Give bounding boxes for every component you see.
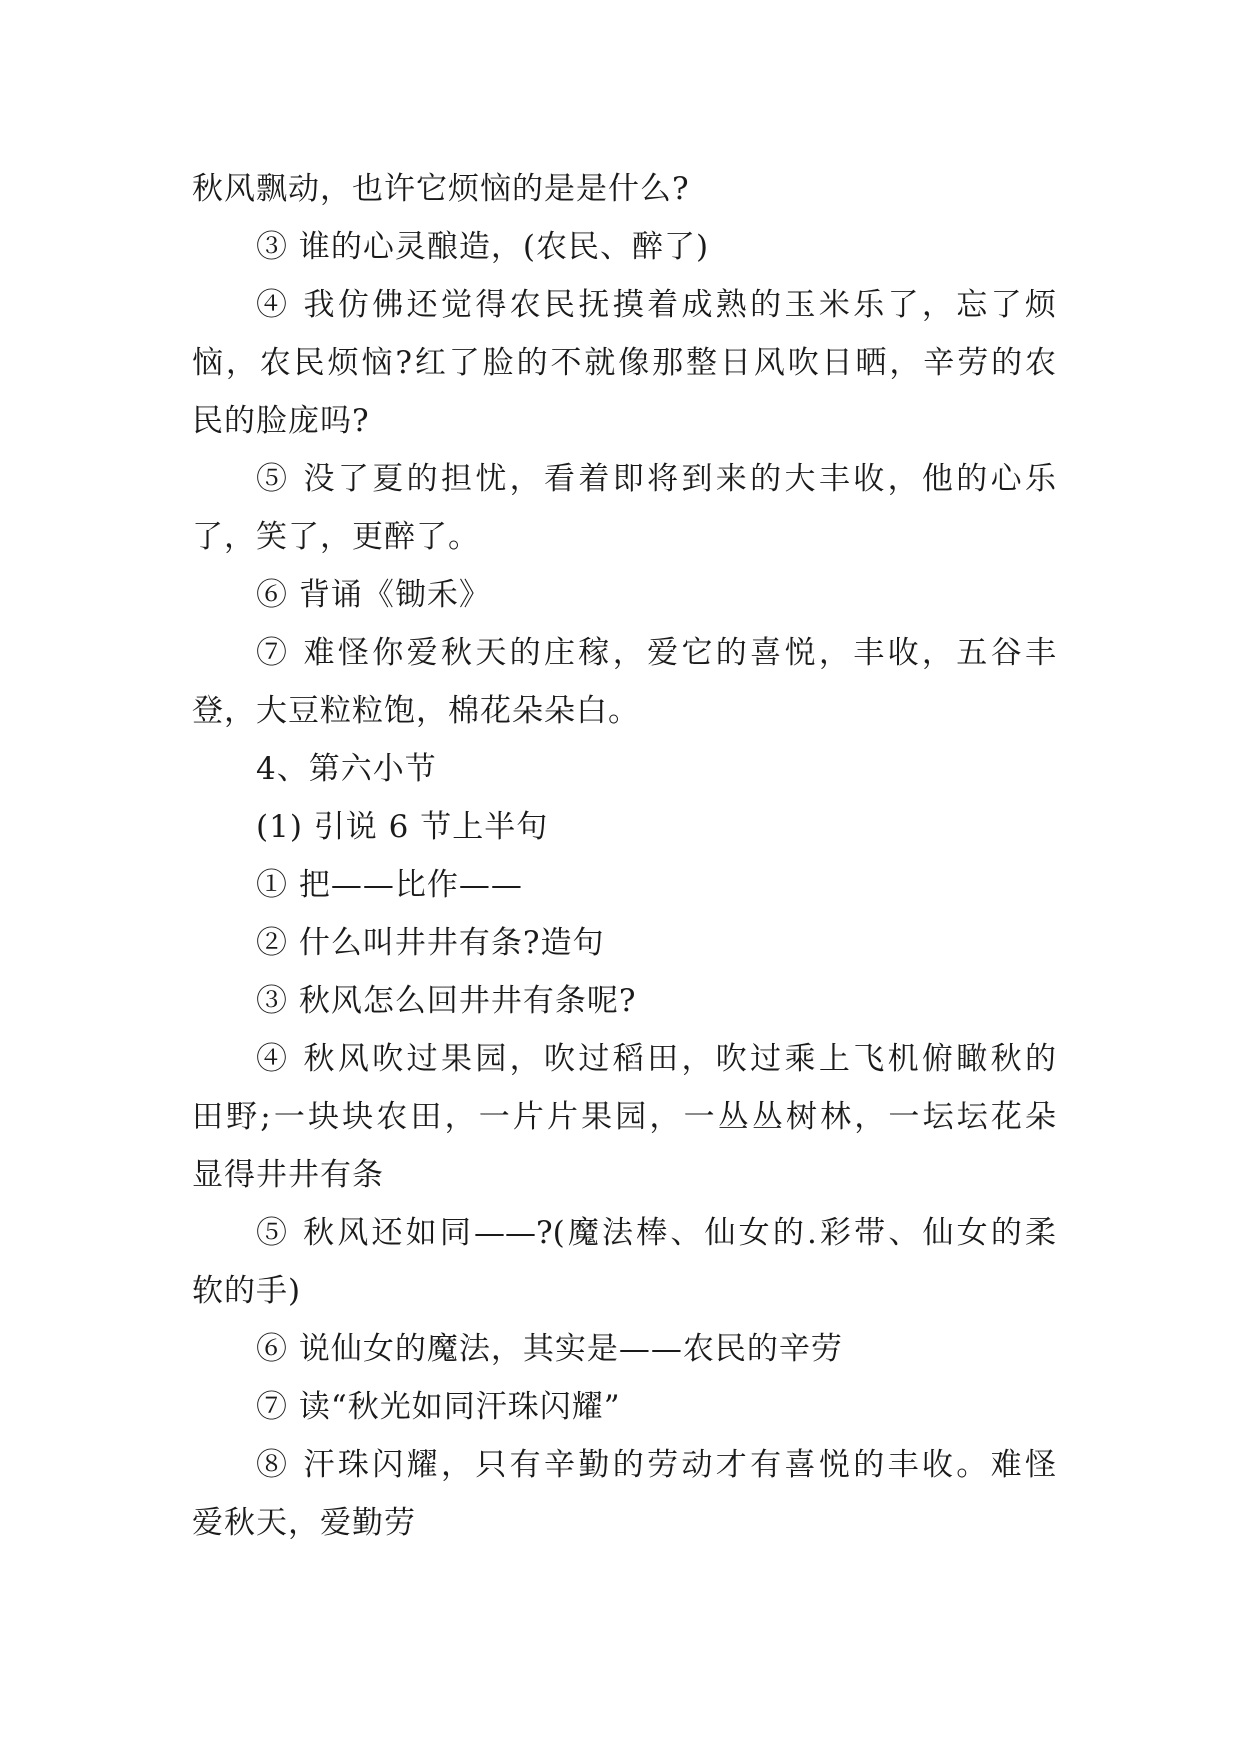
text-line: ⑧ 汗珠闪耀，只有辛勤的劳动才有喜悦的丰收。难怪 [256, 1447, 1056, 1483]
text-line: 软的手) [192, 1273, 302, 1309]
text-line: ① 把——比作—— [256, 867, 523, 903]
text-line: ⑦ 读“秋光如同汗珠闪耀” [256, 1389, 621, 1425]
text-line: 爱秋天，爱勤劳 [192, 1505, 416, 1541]
text-line: ③ 谁的心灵酿造，(农民、醉了) [256, 229, 710, 265]
text-line: 登，大豆粒粒饱，棉花朵朵白。 [192, 693, 640, 729]
text-line: ② 什么叫井井有条?造句 [256, 925, 605, 961]
text-line: 民的脸庞吗? [192, 403, 370, 439]
text-line: 秋风飘动，也许它烦恼的是是什么? [192, 171, 690, 207]
text-line: 恼，农民烦恼?红了脸的不就像那整日风吹日晒，辛劳的农 [192, 345, 1056, 381]
text-line: ③ 秋风怎么回井井有条呢? [256, 983, 637, 1019]
text-line: ④ 秋风吹过果园，吹过稻田，吹过乘上飞机俯瞰秋的 [256, 1041, 1056, 1077]
text-line: ⑥ 说仙女的魔法，其实是——农民的辛劳 [256, 1331, 843, 1367]
text-line: ⑥ 背诵《锄禾》 [256, 577, 491, 613]
text-line: ④ 我仿佛还觉得农民抚摸着成熟的玉米乐了，忘了烦 [256, 287, 1056, 323]
document-body [192, 160, 1056, 1552]
text-line: ⑦ 难怪你爱秋天的庄稼，爱它的喜悦，丰收，五谷丰 [256, 635, 1056, 671]
text-line: ⑤ 没了夏的担忧，看着即将到来的大丰收，他的心乐 [256, 461, 1056, 497]
text-line: (1) 引说 6 节上半句 [256, 809, 549, 845]
text-line: 田野;一块块农田，一片片果园，一丛丛树林，一坛坛花朵 [192, 1099, 1056, 1135]
text-line: 了，笑了，更醉了。 [192, 519, 480, 555]
text-line: 显得井井有条 [192, 1157, 384, 1193]
section-heading: 4、第六小节 [256, 751, 437, 787]
text-line: ⑤ 秋风还如同——?(魔法棒、仙女的.彩带、仙女的柔 [256, 1215, 1056, 1251]
